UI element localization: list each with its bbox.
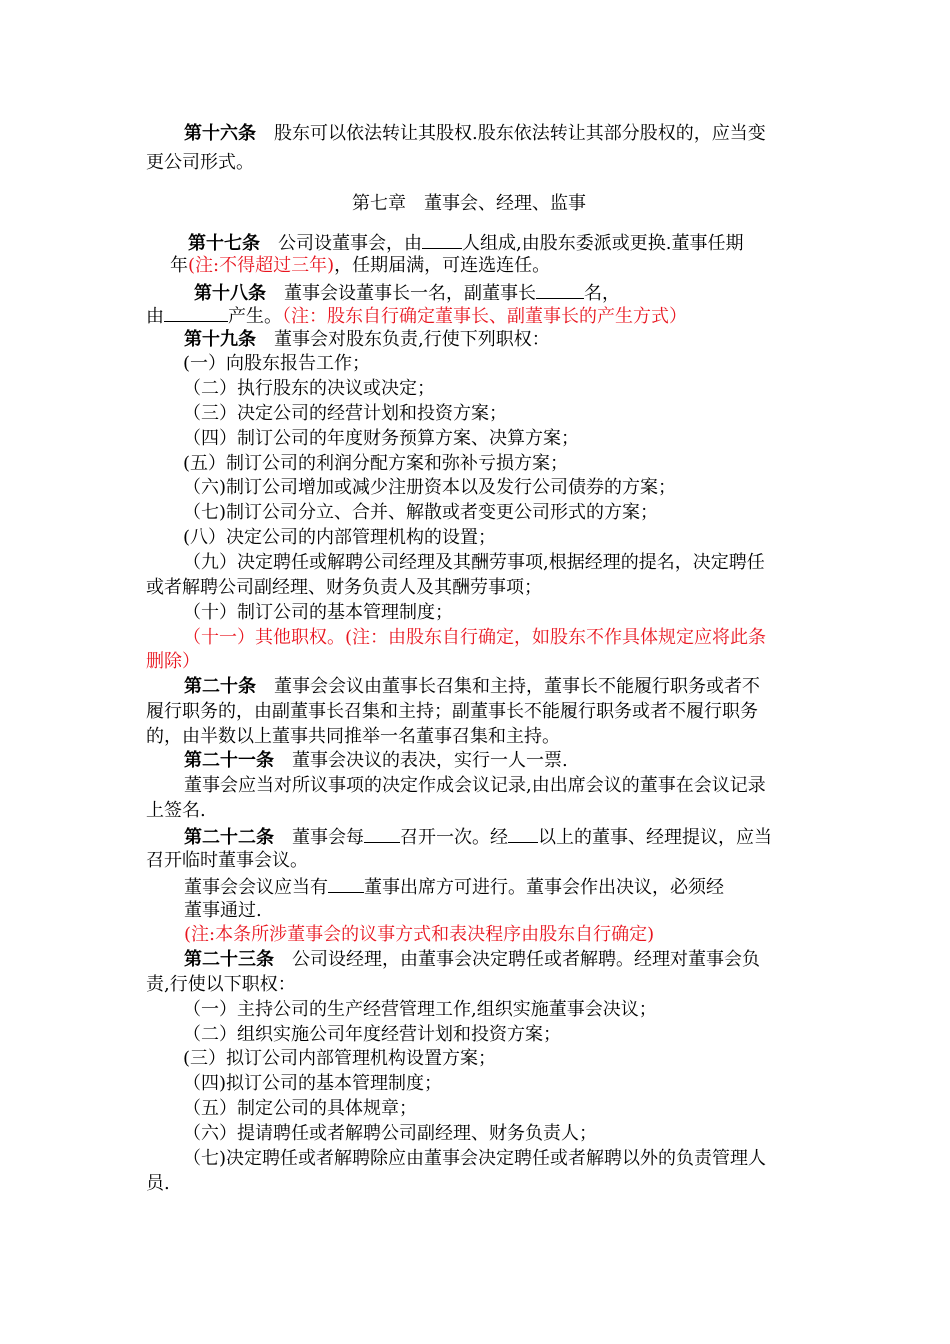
article-23-item-2: （二）组织实施公司年度经营计划和投资方案； xyxy=(183,1024,561,1045)
article-22-line1: 第二十二条 董事会每 召开一次。经 以上的董事、经理提议，应当 xyxy=(184,824,772,850)
article-17-note: (注:不得超过三年) xyxy=(188,255,335,276)
blank-vice-chair-count xyxy=(536,280,584,299)
article-22-title: 第二十二条 xyxy=(184,827,274,848)
article-18-line1: 第十八条 董事会设董事长一名，副董事长 名， xyxy=(194,280,620,306)
article-21-line3: 上签名. xyxy=(146,800,206,821)
article-16-line2: 更公司形式。 xyxy=(146,152,254,173)
article-19-item-3: （三）决定公司的经营计划和投资方案； xyxy=(183,403,507,424)
article-20-line1: 第二十条 董事会会议由董事长召集和主持，董事长不能履行职务或者不 xyxy=(184,676,760,697)
article-23-item-1: （一）主持公司的生产经营管理工作,组织实施董事会决议； xyxy=(183,999,657,1020)
article-19-item-9-line2: 或者解聘公司副经理、财务负责人及其酬劳事项； xyxy=(146,577,542,598)
article-23-title: 第二十三条 xyxy=(184,949,274,970)
article-19-title: 第十九条 xyxy=(184,329,256,350)
chapter-7-heading: 第七章 董事会、经理、监事 xyxy=(352,193,586,214)
article-23-line1: 第二十三条 公司设经理，由董事会决定聘任或者解聘。经理对董事会负 xyxy=(184,949,760,970)
article-21-line1: 第二十一条 董事会决议的表决，实行一人一票. xyxy=(184,750,568,771)
article-22-note: (注:本条所涉董事会的议事方式和表决程序由股东自行确定) xyxy=(184,924,655,945)
article-20-title: 第二十条 xyxy=(184,676,256,697)
blank-appointment-method xyxy=(164,303,228,322)
article-23-item-7-line1: （七)决定聘任或者解聘除应由董事会决定聘任或者解聘以外的负责管理人 xyxy=(183,1148,767,1169)
article-19-item-11-line2: 删除） xyxy=(146,651,200,672)
blank-quorum xyxy=(328,874,364,893)
article-23-item-4: （四)拟订公司的基本管理制度； xyxy=(183,1073,443,1094)
article-16-line1: 第十六条 股东可以依法转让其股权.股东依法转让其部分股权的，应当变 xyxy=(184,123,766,144)
article-19-item-4: （四）制订公司的年度财务预算方案、决算方案； xyxy=(183,428,579,449)
article-19-line1: 第十九条 董事会对股东负责,行使下列职权： xyxy=(184,329,550,350)
article-19-item-11-line1: （十一）其他职权。(注：由股东自行确定，如股东不作具体规定应将此条 xyxy=(183,627,767,648)
article-19-item-2: （二）执行股东的决议或决定； xyxy=(183,378,435,399)
article-19-item-8: (八）决定公司的内部管理机构的设置； xyxy=(183,527,497,548)
article-19-item-1: (一）向股东报告工作； xyxy=(183,353,371,374)
article-23-item-6: （六）提请聘任或者解聘公司副经理、财务负责人； xyxy=(183,1123,597,1144)
blank-proposal-threshold xyxy=(508,824,538,843)
article-22-p2-line1: 董事会会议应当有 董事出席方可进行。董事会作出决议，必须经 xyxy=(184,874,724,900)
article-23-line2: 责,行使以下职权： xyxy=(146,974,296,995)
blank-director-count xyxy=(422,230,462,249)
article-19-item-9-line1: （九）决定聘任或解聘公司经理及其酬劳事项,根据经理的提名，决定聘任 xyxy=(183,552,765,573)
article-17-line2: 年(注:不得超过三年)，任期届满，可连选连任。 xyxy=(170,255,551,276)
article-22-line2: 召开临时董事会议。 xyxy=(146,850,308,871)
article-17-line1: 第十七条 公司设董事会，由 人组成,由股东委派或更换.董事任期 xyxy=(188,230,743,256)
article-20-line3: 的，由半数以上董事共同推举一名董事召集和主持。 xyxy=(146,726,560,747)
article-21-title: 第二十一条 xyxy=(184,750,274,771)
article-23-item-5: （五）制定公司的具体规章； xyxy=(183,1098,417,1119)
article-23-item-7-line2: 员. xyxy=(146,1173,170,1194)
article-19-item-10: （十）制订公司的基本管理制度； xyxy=(183,602,453,623)
article-19-item-7: （七)制订公司分立、合并、解散或者变更公司形式的方案； xyxy=(183,502,659,523)
article-18-title: 第十八条 xyxy=(194,283,266,304)
article-19-item-6: （六)制订公司增加或减少注册资本以及发行公司债券的方案； xyxy=(183,477,677,498)
article-23-item-3: (三）拟订公司内部管理机构设置方案； xyxy=(183,1048,497,1069)
article-18-note: （注：股东自行确定董事长、副董事长的产生方式） xyxy=(282,306,687,327)
article-17-title: 第十七条 xyxy=(188,233,260,254)
article-19-item-5: (五）制订公司的利润分配方案和弥补亏损方案； xyxy=(183,453,569,474)
article-21-line2: 董事会应当对所议事项的决定作成会议记录,由出席会议的董事在会议记录 xyxy=(184,775,766,796)
article-18-line2: 由 产生。（注：股东自行确定董事长、副董事长的产生方式） xyxy=(146,303,687,329)
article-16-title: 第十六条 xyxy=(184,123,256,144)
blank-meeting-frequency xyxy=(364,824,400,843)
article-20-line2: 履行职务的，由副董事长召集和主持；副董事长不能履行职务或者不履行职务 xyxy=(146,701,758,722)
article-22-p2-line2: 董事通过. xyxy=(184,900,262,921)
